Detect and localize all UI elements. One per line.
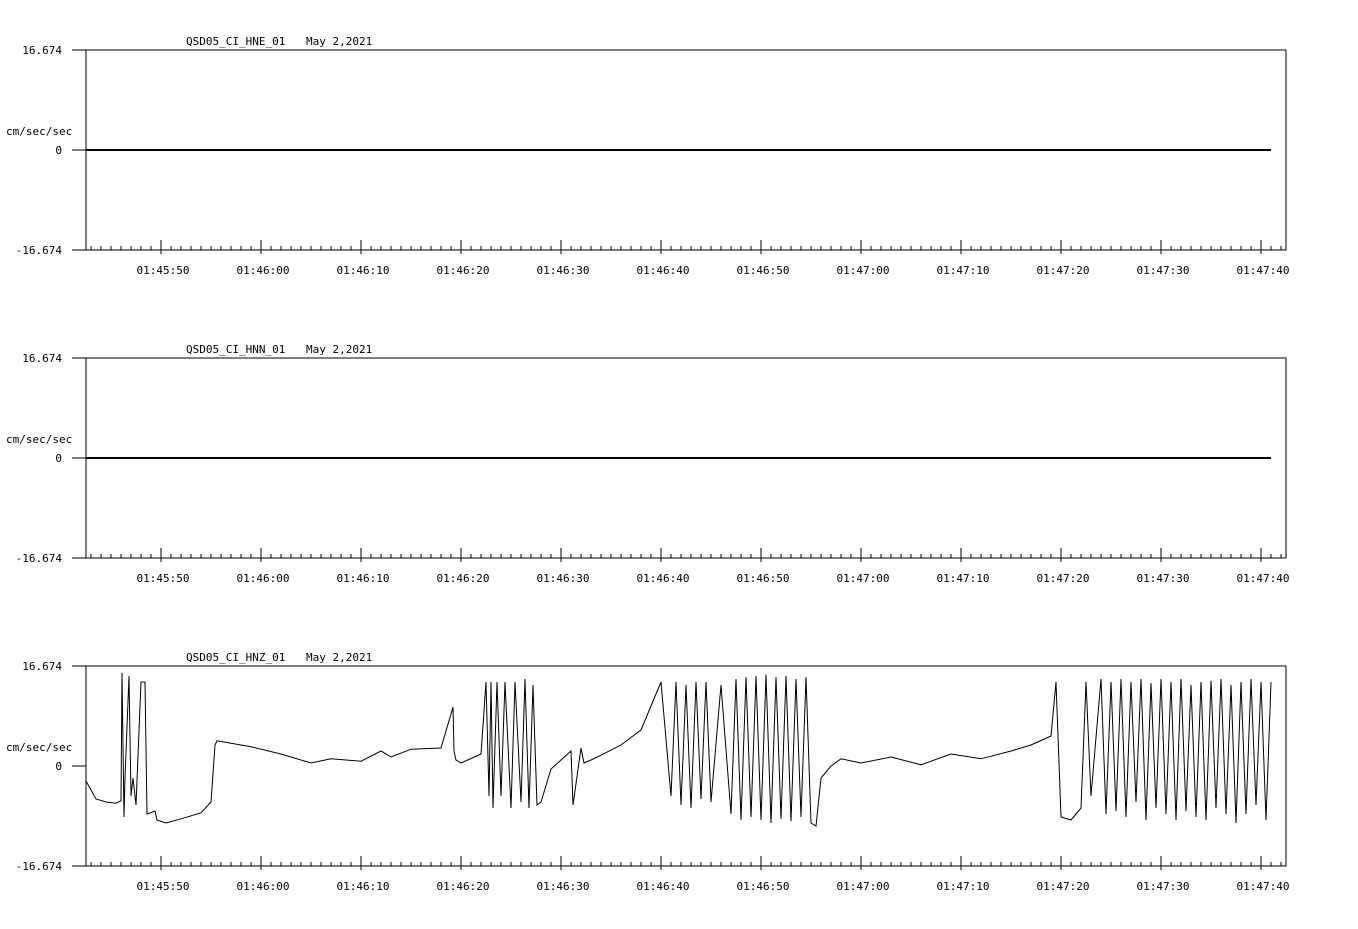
- y-tick-label-bottom: -16.674: [15, 860, 62, 873]
- channel-title: QSD05_CI_HNZ_01: [186, 651, 286, 664]
- x-tick-label: 01:45:50: [136, 572, 190, 585]
- x-tick-label: 01:46:20: [436, 264, 490, 277]
- x-tick-label: 01:46:50: [736, 572, 790, 585]
- x-tick-label: 01:47:40: [1236, 880, 1290, 893]
- y-tick-label-bottom: -16.674: [15, 244, 62, 257]
- x-tick-label: 01:47:00: [836, 264, 890, 277]
- x-tick-label: 01:46:30: [536, 264, 590, 277]
- recording-date: May 2,2021: [306, 651, 373, 664]
- x-tick-label: 01:46:30: [536, 880, 590, 893]
- x-tick-label: 01:47:20: [1036, 264, 1090, 277]
- x-tick-label: 01:45:50: [136, 880, 190, 893]
- y-axis-unit-label: cm/sec/sec: [6, 741, 73, 754]
- x-tick-label: 01:47:10: [936, 264, 990, 277]
- x-tick-label: 01:46:30: [536, 572, 590, 585]
- y-tick-label-top: 16.674: [22, 44, 62, 57]
- x-tick-label: 01:47:10: [936, 880, 990, 893]
- x-tick-label: 01:47:40: [1236, 572, 1290, 585]
- channel-title: QSD05_CI_HNE_01: [186, 35, 286, 48]
- x-tick-label: 01:46:20: [436, 572, 490, 585]
- x-tick-label: 01:46:00: [236, 880, 290, 893]
- x-tick-label: 01:46:10: [336, 880, 390, 893]
- x-tick-label: 01:45:50: [136, 264, 190, 277]
- x-tick-label: 01:46:40: [636, 880, 690, 893]
- x-tick-label: 01:46:50: [736, 880, 790, 893]
- x-tick-label: 01:46:50: [736, 264, 790, 277]
- channel-title: QSD05_CI_HNN_01: [186, 343, 286, 356]
- recording-date: May 2,2021: [306, 35, 373, 48]
- y-axis-unit-label: cm/sec/sec: [6, 125, 73, 138]
- x-tick-label: 01:47:10: [936, 572, 990, 585]
- x-tick-label: 01:46:40: [636, 572, 690, 585]
- x-tick-label: 01:46:20: [436, 880, 490, 893]
- x-tick-label: 01:47:30: [1136, 264, 1190, 277]
- x-tick-label: 01:47:20: [1036, 880, 1090, 893]
- x-tick-label: 01:47:00: [836, 880, 890, 893]
- recording-date: May 2,2021: [306, 343, 373, 356]
- x-tick-label: 01:46:10: [336, 264, 390, 277]
- x-tick-label: 01:47:20: [1036, 572, 1090, 585]
- y-axis-unit-label: cm/sec/sec: [6, 433, 73, 446]
- x-tick-label: 01:46:00: [236, 264, 290, 277]
- y-tick-label-top: 16.674: [22, 660, 62, 673]
- x-tick-label: 01:47:40: [1236, 264, 1290, 277]
- x-tick-label: 01:47:30: [1136, 880, 1190, 893]
- x-tick-label: 01:46:40: [636, 264, 690, 277]
- waveform-trace: [86, 673, 1271, 826]
- x-tick-label: 01:46:10: [336, 572, 390, 585]
- y-tick-label-bottom: -16.674: [15, 552, 62, 565]
- x-tick-label: 01:47:00: [836, 572, 890, 585]
- y-tick-label-zero: 0: [55, 144, 62, 157]
- x-tick-label: 01:46:00: [236, 572, 290, 585]
- y-tick-label-zero: 0: [55, 452, 62, 465]
- y-tick-label-zero: 0: [55, 760, 62, 773]
- x-tick-label: 01:47:30: [1136, 572, 1190, 585]
- y-tick-label-top: 16.674: [22, 352, 62, 365]
